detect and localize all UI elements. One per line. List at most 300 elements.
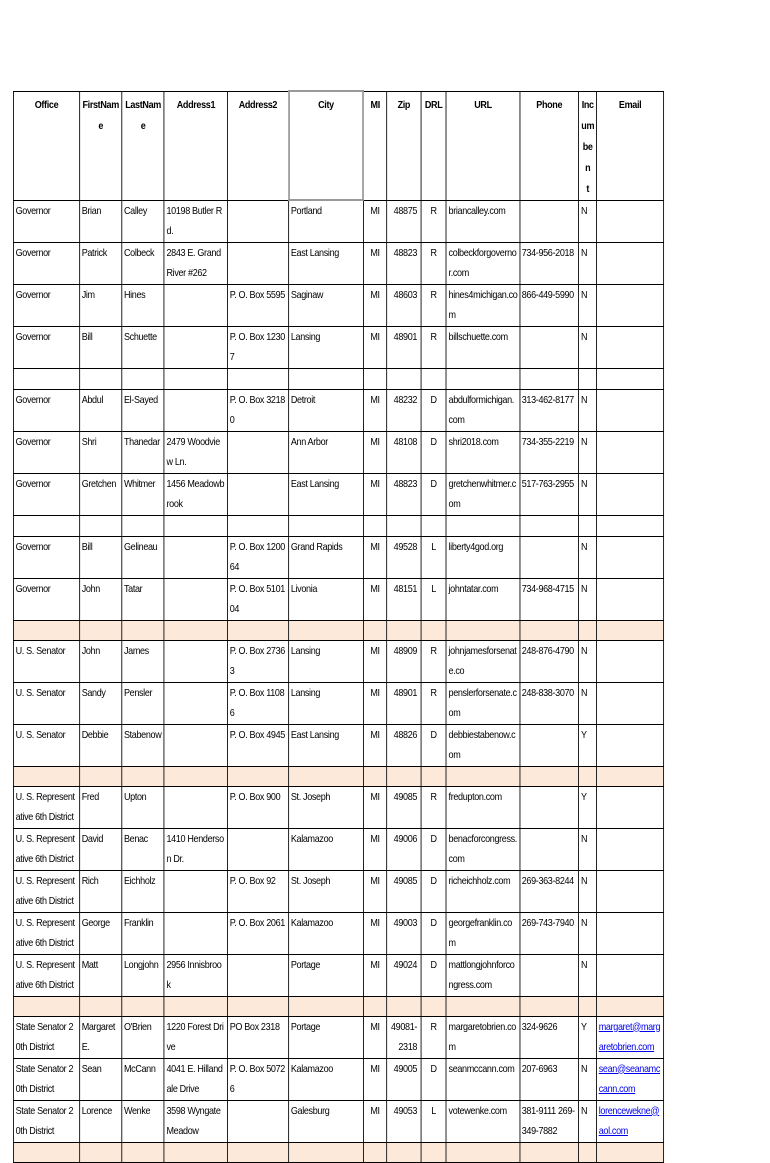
cell-firstname: John	[80, 578, 122, 620]
cell-city: East Lansing	[289, 724, 364, 766]
cell-lastname: Eichholz	[122, 870, 165, 912]
cell-state: MI	[363, 389, 387, 431]
cell-firstname: Shri	[80, 431, 122, 473]
header-address1: Address1	[164, 91, 227, 200]
cell-city: East Lansing	[289, 473, 364, 515]
cell-incumbent: N	[579, 284, 597, 326]
cell-phone: 269-743-7940	[520, 912, 579, 954]
empty-cell	[421, 996, 446, 1016]
header-address2: Address2	[228, 91, 289, 200]
cell-address1: 2843 E. Grand River #262	[164, 242, 227, 284]
cell-phone	[520, 326, 579, 368]
table-row	[13, 954, 663, 996]
empty-cell	[387, 368, 421, 389]
cell-incumbent: N	[579, 431, 597, 473]
cell-lastname: O'Brien	[122, 1016, 165, 1058]
cell-state: MI	[363, 431, 387, 473]
empty-cell	[122, 1142, 165, 1162]
cell-firstname: Rich	[80, 870, 122, 912]
cell-address2: P. O. Box 4945	[228, 724, 289, 766]
cell-firstname: Matt	[80, 954, 122, 996]
candidate-table	[13, 90, 664, 1163]
empty-cell	[122, 515, 165, 536]
cell-address1	[164, 284, 227, 326]
cell-email	[597, 682, 664, 724]
cell-firstname: Bill	[80, 326, 122, 368]
table-row	[13, 578, 663, 620]
cell-firstname: Lorence	[80, 1100, 122, 1142]
cell-email	[597, 954, 664, 996]
cell-city: Lansing	[289, 682, 364, 724]
cell-state: MI	[363, 284, 387, 326]
cell-url: hines4michigan.com	[446, 284, 519, 326]
header-office: Office	[13, 91, 79, 200]
empty-cell	[446, 368, 519, 389]
empty-cell	[228, 1142, 289, 1162]
table-row	[13, 640, 663, 682]
table-row	[13, 1016, 663, 1058]
cell-address1: 1220 Forest Drive	[164, 1016, 227, 1058]
cell-city: Lansing	[289, 326, 364, 368]
cell-address1	[164, 389, 227, 431]
empty-cell	[13, 766, 79, 786]
cell-city: Galesburg	[289, 1100, 364, 1142]
cell-firstname: Gretchen	[80, 473, 122, 515]
cell-address2: P. O. Box 11086	[228, 682, 289, 724]
cell-incumbent: N	[579, 1058, 597, 1100]
cell-incumbent: Y	[579, 786, 597, 828]
cell-phone: 734-355-2219	[520, 431, 579, 473]
cell-address2: P. O. Box 900	[228, 786, 289, 828]
cell-phone	[520, 786, 579, 828]
cell-firstname: Debbie	[80, 724, 122, 766]
cell-url: colbeckforgovernor.com	[446, 242, 519, 284]
empty-cell	[520, 368, 579, 389]
empty-cell	[520, 766, 579, 786]
header-lastname: LastName	[122, 91, 165, 200]
cell-lastname: Hines	[122, 284, 165, 326]
cell-url: johntatar.com	[446, 578, 519, 620]
empty-cell	[520, 515, 579, 536]
empty-cell	[164, 996, 227, 1016]
cell-party: L	[421, 536, 446, 578]
cell-email	[597, 242, 664, 284]
cell-state: MI	[363, 326, 387, 368]
cell-address2: P. O. Box 5595	[228, 284, 289, 326]
empty-cell	[387, 515, 421, 536]
cell-address1: 1410 Henderson Dr.	[164, 828, 227, 870]
cell-party: D	[421, 431, 446, 473]
cell-email	[597, 870, 664, 912]
cell-state: MI	[363, 536, 387, 578]
cell-zip: 49081-2318	[387, 1016, 421, 1058]
cell-party: R	[421, 242, 446, 284]
cell-phone: 207-6963	[520, 1058, 579, 1100]
cell-firstname: Sandy	[80, 682, 122, 724]
cell-zip: 48826	[387, 724, 421, 766]
cell-party: D	[421, 389, 446, 431]
cell-url: votewenke.com	[446, 1100, 519, 1142]
cell-email	[597, 473, 664, 515]
cell-zip: 48901	[387, 682, 421, 724]
empty-cell	[387, 996, 421, 1016]
empty-cell	[597, 515, 664, 536]
empty-cell	[164, 515, 227, 536]
empty-cell	[228, 515, 289, 536]
table-row	[13, 242, 663, 284]
cell-phone	[520, 724, 579, 766]
header-firstname: FirstName	[80, 91, 122, 200]
cell-address2	[228, 954, 289, 996]
cell-zip: 49528	[387, 536, 421, 578]
cell-office: Governor	[13, 389, 79, 431]
blank-row	[13, 368, 663, 389]
cell-state: MI	[363, 870, 387, 912]
cell-party: D	[421, 473, 446, 515]
cell-party: R	[421, 640, 446, 682]
empty-cell	[579, 620, 597, 640]
cell-city: Kalamazoo	[289, 1058, 364, 1100]
cell-email	[597, 1100, 664, 1142]
cell-url: johnjamesforsenate.co	[446, 640, 519, 682]
cell-email	[597, 578, 664, 620]
empty-cell	[13, 368, 79, 389]
cell-party: R	[421, 326, 446, 368]
cell-zip: 48108	[387, 431, 421, 473]
header-incumbent-line: um	[581, 119, 595, 132]
cell-office: State Senator 20th District	[13, 1100, 79, 1142]
cell-city: East Lansing	[289, 242, 364, 284]
cell-lastname: Pensler	[122, 682, 165, 724]
empty-cell	[520, 1142, 579, 1162]
cell-office: Governor	[13, 326, 79, 368]
table-row	[13, 828, 663, 870]
table-row	[13, 682, 663, 724]
empty-cell	[122, 766, 165, 786]
cell-email	[597, 536, 664, 578]
cell-city: Portland	[289, 200, 364, 242]
cell-phone: 248-876-4790	[520, 640, 579, 682]
cell-office: Governor	[13, 200, 79, 242]
cell-state: MI	[363, 912, 387, 954]
email-link[interactable]: lorencewekne@aol.com	[598, 1104, 660, 1137]
cell-office: U. S. Senator	[13, 682, 79, 724]
empty-cell	[421, 515, 446, 536]
cell-state: MI	[363, 640, 387, 682]
cell-party: R	[421, 200, 446, 242]
cell-email	[597, 200, 664, 242]
cell-lastname: Gelineau	[122, 536, 165, 578]
cell-email	[597, 640, 664, 682]
cell-phone	[520, 954, 579, 996]
empty-cell	[579, 368, 597, 389]
cell-city: St. Joseph	[289, 870, 364, 912]
cell-phone: 734-968-4715	[520, 578, 579, 620]
cell-incumbent: N	[579, 1100, 597, 1142]
cell-address2	[228, 473, 289, 515]
cell-phone	[520, 200, 579, 242]
cell-state: MI	[363, 200, 387, 242]
cell-state: MI	[363, 786, 387, 828]
empty-cell	[363, 996, 387, 1016]
cell-zip: 48232	[387, 389, 421, 431]
cell-lastname: Tatar	[122, 578, 165, 620]
cell-phone: 269-363-8244	[520, 870, 579, 912]
cell-incumbent: N	[579, 536, 597, 578]
cell-state: MI	[363, 828, 387, 870]
separator-row	[13, 1142, 663, 1162]
cell-address2: P. O. Box 2061	[228, 912, 289, 954]
cell-city: St. Joseph	[289, 786, 364, 828]
cell-party: D	[421, 1058, 446, 1100]
empty-cell	[579, 1142, 597, 1162]
empty-cell	[446, 515, 519, 536]
cell-state: MI	[363, 954, 387, 996]
empty-cell	[164, 620, 227, 640]
cell-zip: 49005	[387, 1058, 421, 1100]
empty-cell	[421, 1142, 446, 1162]
cell-city: Portage	[289, 954, 364, 996]
cell-lastname: Thanedar	[122, 431, 165, 473]
blank-row	[13, 515, 663, 536]
cell-state: MI	[363, 1100, 387, 1142]
cell-url: debbiestabenow.com	[446, 724, 519, 766]
empty-cell	[80, 368, 122, 389]
table-row	[13, 389, 663, 431]
cell-lastname: McCann	[122, 1058, 165, 1100]
header-row	[13, 91, 663, 200]
cell-state: MI	[363, 578, 387, 620]
empty-cell	[122, 368, 165, 389]
cell-firstname: Patrick	[80, 242, 122, 284]
cell-zip: 48909	[387, 640, 421, 682]
cell-lastname: Colbeck	[122, 242, 165, 284]
empty-cell	[122, 620, 165, 640]
cell-address1: 10198 Butler Rd.	[164, 200, 227, 242]
empty-cell	[164, 766, 227, 786]
header-email: Email	[597, 91, 664, 200]
cell-state: MI	[363, 682, 387, 724]
cell-lastname: Schuette	[122, 326, 165, 368]
cell-address2: P. O. Box 50726	[228, 1058, 289, 1100]
separator-row	[13, 620, 663, 640]
table-row	[13, 912, 663, 954]
empty-cell	[446, 1142, 519, 1162]
cell-url: briancalley.com	[446, 200, 519, 242]
cell-office: Governor	[13, 284, 79, 326]
cell-address2: P. O. Box 510104	[228, 578, 289, 620]
cell-party: D	[421, 954, 446, 996]
cell-url: billschuette.com	[446, 326, 519, 368]
cell-state: MI	[363, 1016, 387, 1058]
cell-address1	[164, 786, 227, 828]
cell-party: D	[421, 828, 446, 870]
cell-office: Governor	[13, 578, 79, 620]
cell-url: margaretobrien.com	[446, 1016, 519, 1058]
cell-firstname: Brian	[80, 200, 122, 242]
cell-office: Governor	[13, 431, 79, 473]
empty-cell	[363, 515, 387, 536]
cell-office: State Senator 20th District	[13, 1058, 79, 1100]
cell-zip: 49003	[387, 912, 421, 954]
header-incumbent	[579, 91, 597, 200]
empty-cell	[228, 368, 289, 389]
table-row	[13, 431, 663, 473]
cell-url: mattlongjohnforcongress.com	[446, 954, 519, 996]
cell-email	[597, 1058, 664, 1100]
cell-address1	[164, 326, 227, 368]
cell-firstname: David	[80, 828, 122, 870]
cell-address1	[164, 640, 227, 682]
cell-firstname: Sean	[80, 1058, 122, 1100]
cell-phone	[520, 536, 579, 578]
cell-party: R	[421, 1016, 446, 1058]
empty-cell	[80, 1142, 122, 1162]
empty-cell	[13, 515, 79, 536]
cell-zip: 49024	[387, 954, 421, 996]
cell-office: U. S. Representative 6th District	[13, 870, 79, 912]
cell-party: D	[421, 912, 446, 954]
empty-cell	[80, 620, 122, 640]
empty-cell	[421, 766, 446, 786]
header-incumbent-line: ben	[582, 140, 593, 174]
cell-party: L	[421, 578, 446, 620]
empty-cell	[289, 1142, 364, 1162]
cell-phone: 381-9111 269-349-7882	[520, 1100, 579, 1142]
cell-firstname: George	[80, 912, 122, 954]
cell-phone	[520, 828, 579, 870]
cell-address2: P. O. Box 32180	[228, 389, 289, 431]
table-row	[13, 786, 663, 828]
empty-cell	[597, 766, 664, 786]
cell-city: Livonia	[289, 578, 364, 620]
cell-office: U. S. Representative 6th District	[13, 954, 79, 996]
table-row	[13, 326, 663, 368]
cell-incumbent: N	[579, 870, 597, 912]
cell-address2	[228, 431, 289, 473]
cell-party: D	[421, 724, 446, 766]
cell-address2	[228, 828, 289, 870]
empty-cell	[228, 620, 289, 640]
empty-cell	[122, 996, 165, 1016]
empty-cell	[228, 996, 289, 1016]
cell-url: fredupton.com	[446, 786, 519, 828]
table-row	[13, 536, 663, 578]
empty-cell	[13, 1142, 79, 1162]
empty-cell	[597, 368, 664, 389]
cell-firstname: Fred	[80, 786, 122, 828]
empty-cell	[579, 515, 597, 536]
empty-cell	[13, 996, 79, 1016]
empty-cell	[363, 766, 387, 786]
cell-incumbent: N	[579, 828, 597, 870]
header-city[interactable]: City	[289, 91, 364, 200]
empty-cell	[597, 1142, 664, 1162]
cell-phone: 866-449-5990	[520, 284, 579, 326]
empty-cell	[579, 766, 597, 786]
empty-cell	[289, 368, 364, 389]
cell-city: Grand Rapids	[289, 536, 364, 578]
cell-zip: 48151	[387, 578, 421, 620]
cell-zip: 49006	[387, 828, 421, 870]
cell-email	[597, 828, 664, 870]
cell-email	[597, 724, 664, 766]
empty-cell	[363, 1142, 387, 1162]
cell-incumbent: Y	[579, 1016, 597, 1058]
cell-incumbent: N	[579, 912, 597, 954]
cell-office: State Senator 20th District	[13, 1016, 79, 1058]
cell-url: seanmccann.com	[446, 1058, 519, 1100]
table-row	[13, 1100, 663, 1142]
empty-cell	[13, 620, 79, 640]
cell-incumbent: N	[579, 389, 597, 431]
cell-office: U. S. Representative 6th District	[13, 786, 79, 828]
cell-firstname: Abdul	[80, 389, 122, 431]
cell-email	[597, 431, 664, 473]
empty-cell	[597, 996, 664, 1016]
cell-url: liberty4god.org	[446, 536, 519, 578]
empty-cell	[579, 996, 597, 1016]
cell-office: U. S. Senator	[13, 724, 79, 766]
cell-address2: P. O. Box 12307	[228, 326, 289, 368]
cell-url: georgefranklin.com	[446, 912, 519, 954]
empty-cell	[597, 620, 664, 640]
cell-address2	[228, 1100, 289, 1142]
email-link[interactable]: sean@seanamccann.com	[598, 1062, 661, 1095]
table-body	[13, 200, 663, 1162]
cell-zip: 48901	[387, 326, 421, 368]
cell-zip: 48823	[387, 242, 421, 284]
empty-cell	[446, 766, 519, 786]
empty-cell	[363, 620, 387, 640]
cell-incumbent: N	[579, 473, 597, 515]
cell-address1	[164, 870, 227, 912]
empty-cell	[289, 996, 364, 1016]
cell-lastname: El-Sayed	[122, 389, 165, 431]
empty-cell	[164, 368, 227, 389]
cell-lastname: Benac	[122, 828, 165, 870]
email-link[interactable]: margaret@margaretobrien.com	[598, 1020, 661, 1053]
empty-cell	[164, 1142, 227, 1162]
header-url: URL	[446, 91, 519, 200]
cell-firstname: Margaret E.	[80, 1016, 122, 1058]
cell-address2	[228, 200, 289, 242]
cell-url: richeichholz.com	[446, 870, 519, 912]
header-phone: Phone	[520, 91, 579, 200]
cell-lastname: Wenke	[122, 1100, 165, 1142]
cell-party: R	[421, 284, 446, 326]
table-row	[13, 724, 663, 766]
cell-firstname: John	[80, 640, 122, 682]
cell-city: Ann Arbor	[289, 431, 364, 473]
empty-cell	[520, 620, 579, 640]
cell-party: L	[421, 1100, 446, 1142]
empty-cell	[80, 766, 122, 786]
empty-cell	[421, 368, 446, 389]
cell-url: gretchenwhitmer.com	[446, 473, 519, 515]
cell-office: Governor	[13, 242, 79, 284]
empty-cell	[446, 996, 519, 1016]
cell-address1	[164, 578, 227, 620]
cell-url: benacforcongress.com	[446, 828, 519, 870]
cell-office: U. S. Senator	[13, 640, 79, 682]
cell-email	[597, 284, 664, 326]
table-row	[13, 1058, 663, 1100]
cell-city: Saginaw	[289, 284, 364, 326]
cell-email	[597, 389, 664, 431]
empty-cell	[363, 368, 387, 389]
header-incumbent-line: Inc	[581, 98, 594, 111]
